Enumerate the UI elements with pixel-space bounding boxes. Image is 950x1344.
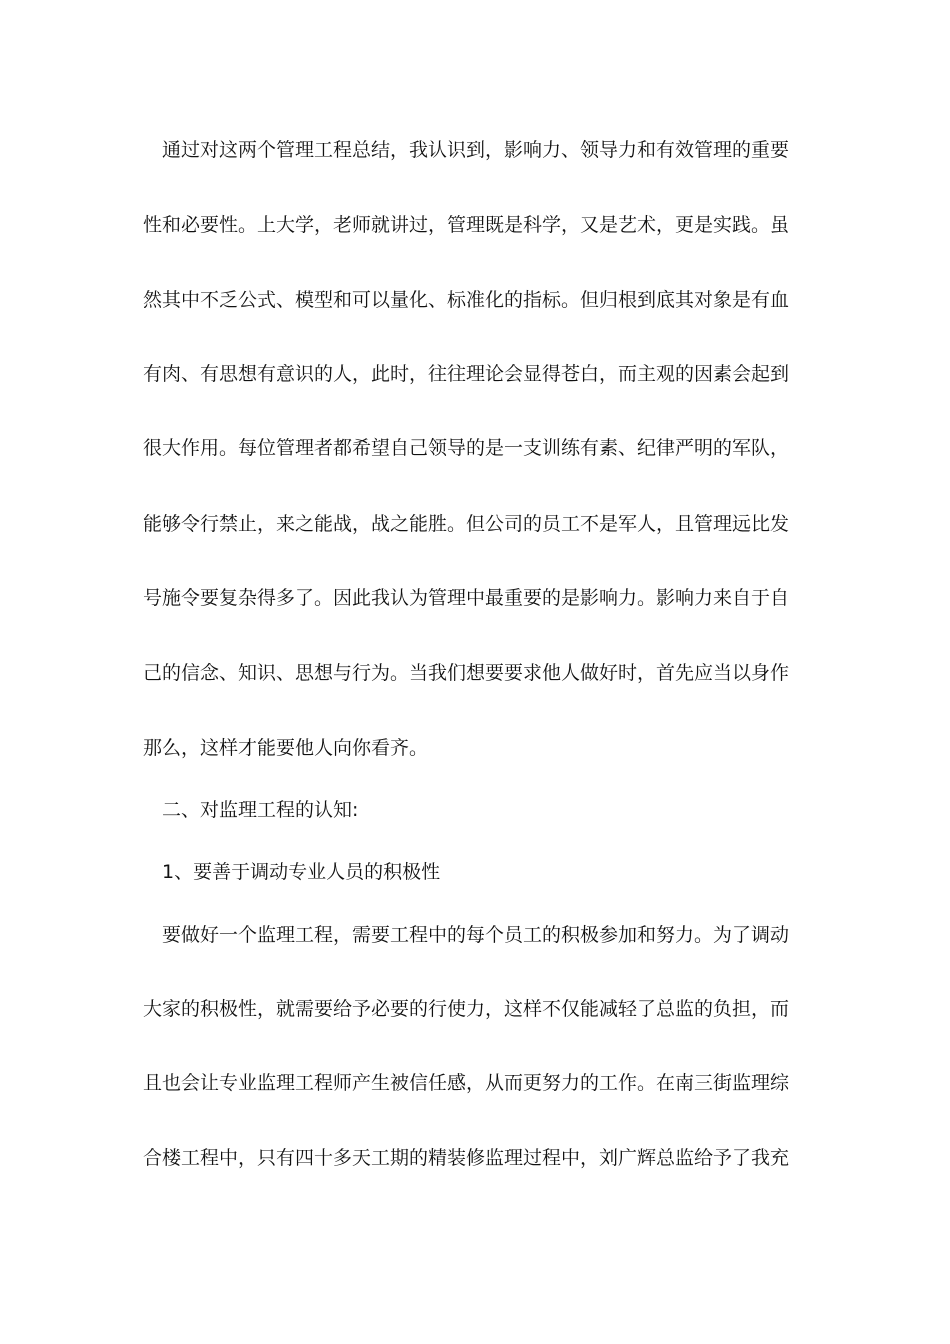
subsection-heading-1: 1、要善于调动专业人员的积极性 <box>162 861 441 883</box>
paragraph-1-line-2: 性和必要性。上大学，老师就讲过，管理既是科学，又是艺术，更是实践。虽 <box>143 214 790 236</box>
section-heading-2: 二、对监理工程的认知: <box>162 799 359 821</box>
paragraph-2-line-1: 要做好一个监理工程，需要工程中的每个员工的积极参加和努力。为了调动 <box>162 924 790 946</box>
paragraph-2-line-4: 合楼工程中，只有四十多天工期的精装修监理过程中，刘广辉总监给予了我充 <box>143 1147 790 1169</box>
paragraph-1-line-9: 那么，这样才能要他人向你看齐。 <box>143 737 429 759</box>
paragraph-1-line-7: 号施令要复杂得多了。因此我认为管理中最重要的是影响力。影响力来自于自 <box>143 587 790 609</box>
paragraph-1-line-6: 能够令行禁止，来之能战，战之能胜。但公司的员工不是军人，且管理远比发 <box>143 513 790 535</box>
paragraph-1-line-8: 己的信念、知识、思想与行为。当我们想要要求他人做好时，首先应当以身作 <box>143 662 790 684</box>
paragraph-1-line-1: 通过对这两个管理工程总结，我认识到，影响力、领导力和有效管理的重要 <box>162 139 790 161</box>
paragraph-1-line-4: 有肉、有思想有意识的人，此时，往往理论会显得苍白，而主观的因素会起到 <box>143 363 790 385</box>
paragraph-1-line-5: 很大作用。每位管理者都希望自己领导的是一支训练有素、纪律严明的军队， <box>143 437 790 459</box>
paragraph-2-line-3: 且也会让专业监理工程师产生被信任感，从而更努力的工作。在南三街监理综 <box>143 1072 790 1094</box>
paragraph-2-line-2: 大家的积极性，就需要给予必要的行使力，这样不仅能减轻了总监的负担，而 <box>143 998 790 1020</box>
paragraph-1-line-3: 然其中不乏公式、模型和可以量化、标准化的指标。但归根到底其对象是有血 <box>143 289 790 311</box>
